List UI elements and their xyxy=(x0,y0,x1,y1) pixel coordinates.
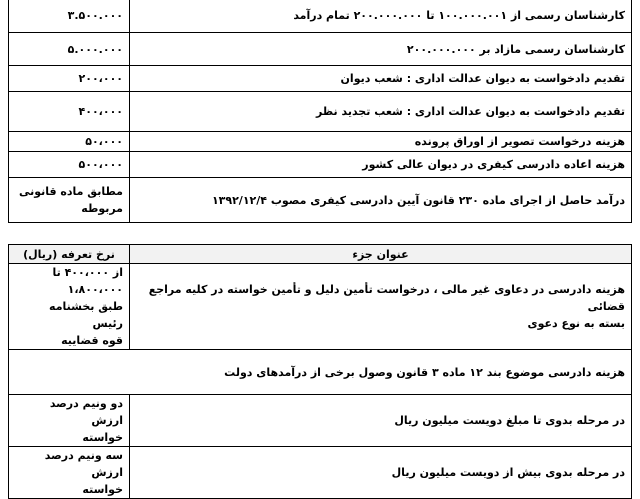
row-title: تقدیم دادخواست به دیوان عدالت اداری : شعب دیوان xyxy=(130,66,632,92)
row-title: در مرحله بدوی بیش از دویست میلیون ریال xyxy=(130,447,632,499)
value-line: از ۴۰۰،۰۰۰ تا ۱،۸۰۰،۰۰۰ xyxy=(52,266,123,296)
value-line: دو ونیم درصد ارزش xyxy=(49,397,123,427)
row-value xyxy=(9,178,130,223)
title-line: بسته به نوع دعوی xyxy=(527,317,625,330)
row-title: درآمد حاصل از اجرای ماده ۲۳۰ قانون آیین دادرسی کیفری مصوب ۱۳۹۲/۱۲/۴ xyxy=(130,178,632,223)
table-row xyxy=(9,33,632,66)
value-line: خواسته xyxy=(82,483,123,496)
value-line: سه ونیم درصد ارزش xyxy=(44,449,123,479)
row-title: کارشناسان رسمی از ۱۰۰.۰۰۰.۰۰۱ تا ۲۰۰.۰۰۰.۰۰۰ تمام درآمد xyxy=(130,0,632,33)
table-row xyxy=(9,447,632,499)
row-value: ۳.۵۰۰.۰۰۰ xyxy=(9,0,130,33)
row-value xyxy=(9,264,130,350)
row-title: کارشناسان رسمی مازاد بر ۲۰۰.۰۰۰.۰۰۰ xyxy=(130,33,632,66)
table-header xyxy=(9,245,632,264)
table-row xyxy=(9,92,632,132)
row-value xyxy=(9,395,130,447)
header-title: عنوان جزء xyxy=(130,245,632,264)
row-title: هزینه درخواست تصویر از اوراق پرونده xyxy=(130,132,632,152)
row-title: تقدیم دادخواست به دیوان عدالت اداری : شعب تجدید نظر xyxy=(130,92,632,132)
row-value: ۵۰،۰۰۰ xyxy=(9,132,130,152)
row-title xyxy=(130,264,632,350)
table-row xyxy=(9,395,632,447)
title-line: هزینه دادرسی در دعاوی غیر مالی ، درخواست تأمین دلیل و تأمین خواسته در کلیه مراجع قضائی xyxy=(148,283,625,313)
fees-table-1 xyxy=(8,0,632,223)
value-line: طبق بخشنامه رئیس xyxy=(49,300,123,330)
row-value xyxy=(9,447,130,499)
row-title: هزینه اعاده دادرسی کیفری در دیوان عالی کشور xyxy=(130,152,632,178)
value-line: مطابق ماده قانونی xyxy=(18,185,123,198)
table-row xyxy=(9,152,632,178)
row-value: ۲۰۰،۰۰۰ xyxy=(9,66,130,92)
table-row xyxy=(9,132,632,152)
value-line: مربوطه xyxy=(81,202,123,215)
fees-table-2 xyxy=(8,244,632,499)
value-line: قوه قضاییه xyxy=(61,334,123,347)
table-row xyxy=(9,0,632,33)
table-row xyxy=(9,66,632,92)
table-row xyxy=(9,350,632,395)
row-value: ۴۰۰،۰۰۰ xyxy=(9,92,130,132)
row-value: ۵۰۰،۰۰۰ xyxy=(9,152,130,178)
value-line: خواسته xyxy=(82,431,123,444)
row-title: هزینه دادرسی موضوع بند ۱۲ ماده ۳ قانون وصول برخی از درآمدهای دولت xyxy=(9,350,632,395)
table-row xyxy=(9,264,632,350)
row-value: ۵.۰۰۰.۰۰۰ xyxy=(9,33,130,66)
table-row xyxy=(9,178,632,223)
header-value: نرخ تعرفه (ریال) xyxy=(9,245,130,264)
row-title: در مرحله بدوی تا مبلغ دویست میلیون ریال xyxy=(130,395,632,447)
